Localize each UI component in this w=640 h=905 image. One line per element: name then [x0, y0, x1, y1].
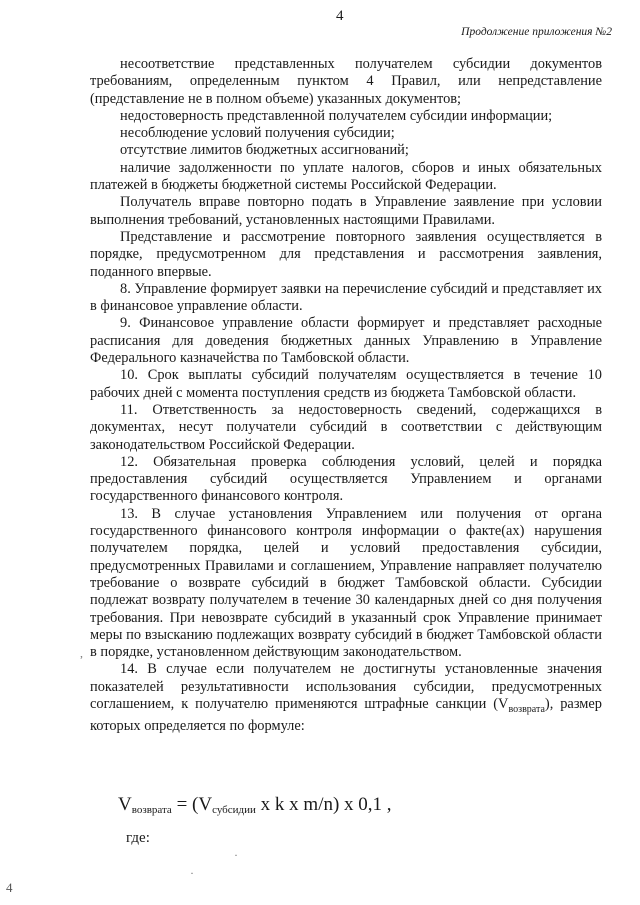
paragraph-refusal-reason-2: недостоверность представленной получателем субсидии информации; — [120, 107, 553, 124]
formula-equals-open: = (V — [171, 794, 213, 815]
paragraph-resubmission-right: Получатель вправе повторно подать в Управление заявление при условии выполнения требований, установленных настоящими Правилами. — [90, 194, 602, 228]
paragraph-clause-10: 10. Срок выплаты субсидий получателям осуществляется в течение 10 рабочих дней с момента поступления средств из бюджета Тамбовской области. — [90, 367, 602, 401]
document-body — [90, 56, 602, 735]
bottom-margin-mark: 4 — [6, 880, 13, 895]
scan-mark: , — [80, 646, 83, 660]
paragraph-refusal-reason-3: несоблюдение условий получения субсидии; — [120, 125, 395, 142]
paragraph-refusal-reason-1: несоответствие представленных получателем субсидии документов требованиям, определенным пунктом 4 Правил, или непредставление (представление не в полном объеме) указанных документов; — [90, 56, 602, 107]
paragraph-refusal-reason-5: наличие задолженности по уплате налогов, сборов и иных обязательных платежей в бюджеты бюджетной системы Российской Федерации. — [90, 159, 602, 194]
clause-14-text: 14. В случае если получателем не достигнуты установленные значения показателей результативности использования субсидии, предусмотренных соглашением, к получателю применяются штрафные санкции (V — [90, 661, 602, 712]
paragraph-clause-12: 12. Обязательная проверка соблюдения условий, целей и порядка предоставления субсидий осуществляется Управлением и органами государственного финансового контроля. — [90, 453, 602, 505]
formula-v-subscript: возврата — [131, 804, 172, 816]
clause-14-subscript: возврата — [508, 703, 545, 715]
scan-mark: · — [234, 848, 238, 862]
paragraph-resubmission-procedure: Представление и рассмотрение повторного заявления осуществляется в порядке, предусмотренном для представления и рассмотрения заявления, поданного впервые. — [90, 228, 602, 280]
paragraph-clause-9: 9. Финансовое управление области формирует и представляет расходные расписания для доведения бюджетных данных Управлению в Управление Федерального казначейства по Тамбовской области. — [90, 315, 602, 367]
page-number: 4 — [336, 8, 344, 24]
formula-rest: x k x m/n) x 0,1 , — [255, 794, 392, 815]
clause-14-tail: ), размер которых определяется по формуле: — [90, 695, 602, 735]
appendix-continuation-note: Продолжение приложения №2 — [461, 26, 612, 38]
paragraph-refusal-reason-4: отсутствие лимитов бюджетных ассигнований; — [120, 142, 409, 159]
paragraph-clause-11: 11. Ответственность за недостоверность сведений, содержащихся в документах, несут получатели субсидий в соответствии с действующим законодательством Российской Федерации. — [90, 401, 602, 453]
penalty-formula — [118, 794, 392, 816]
formula-v2-subscript: субсидии — [212, 804, 256, 816]
formula-v: V — [118, 794, 132, 815]
paragraph-clause-14 — [90, 661, 602, 735]
paragraph-clause-13: 13. В случае установления Управлением или получения от органа государственного финансового контроля информации о факте(ах) нарушения получателем порядка, целей и условий предоставления субсидии, предусмотренных Правилами и соглашением, Управление направляет получателю требование о возврате субсидий в бюджет Тамбовской области. Субсидии подлежат возврату получателем в течение 30 календарных дней со дня получения требования. При невозврате субсидий в указанный срок Управление принимает меры по взысканию подлежащих возврату субсидий в бюджет Тамбовской области в порядке, установленном действующим законодательством. — [90, 505, 602, 661]
paragraph-clause-8: 8. Управление формирует заявки на перечисление субсидий и представляет их в финансовое управление области. — [90, 280, 602, 315]
formula-where-label: где: — [126, 830, 150, 846]
scan-mark: · — [190, 866, 194, 880]
